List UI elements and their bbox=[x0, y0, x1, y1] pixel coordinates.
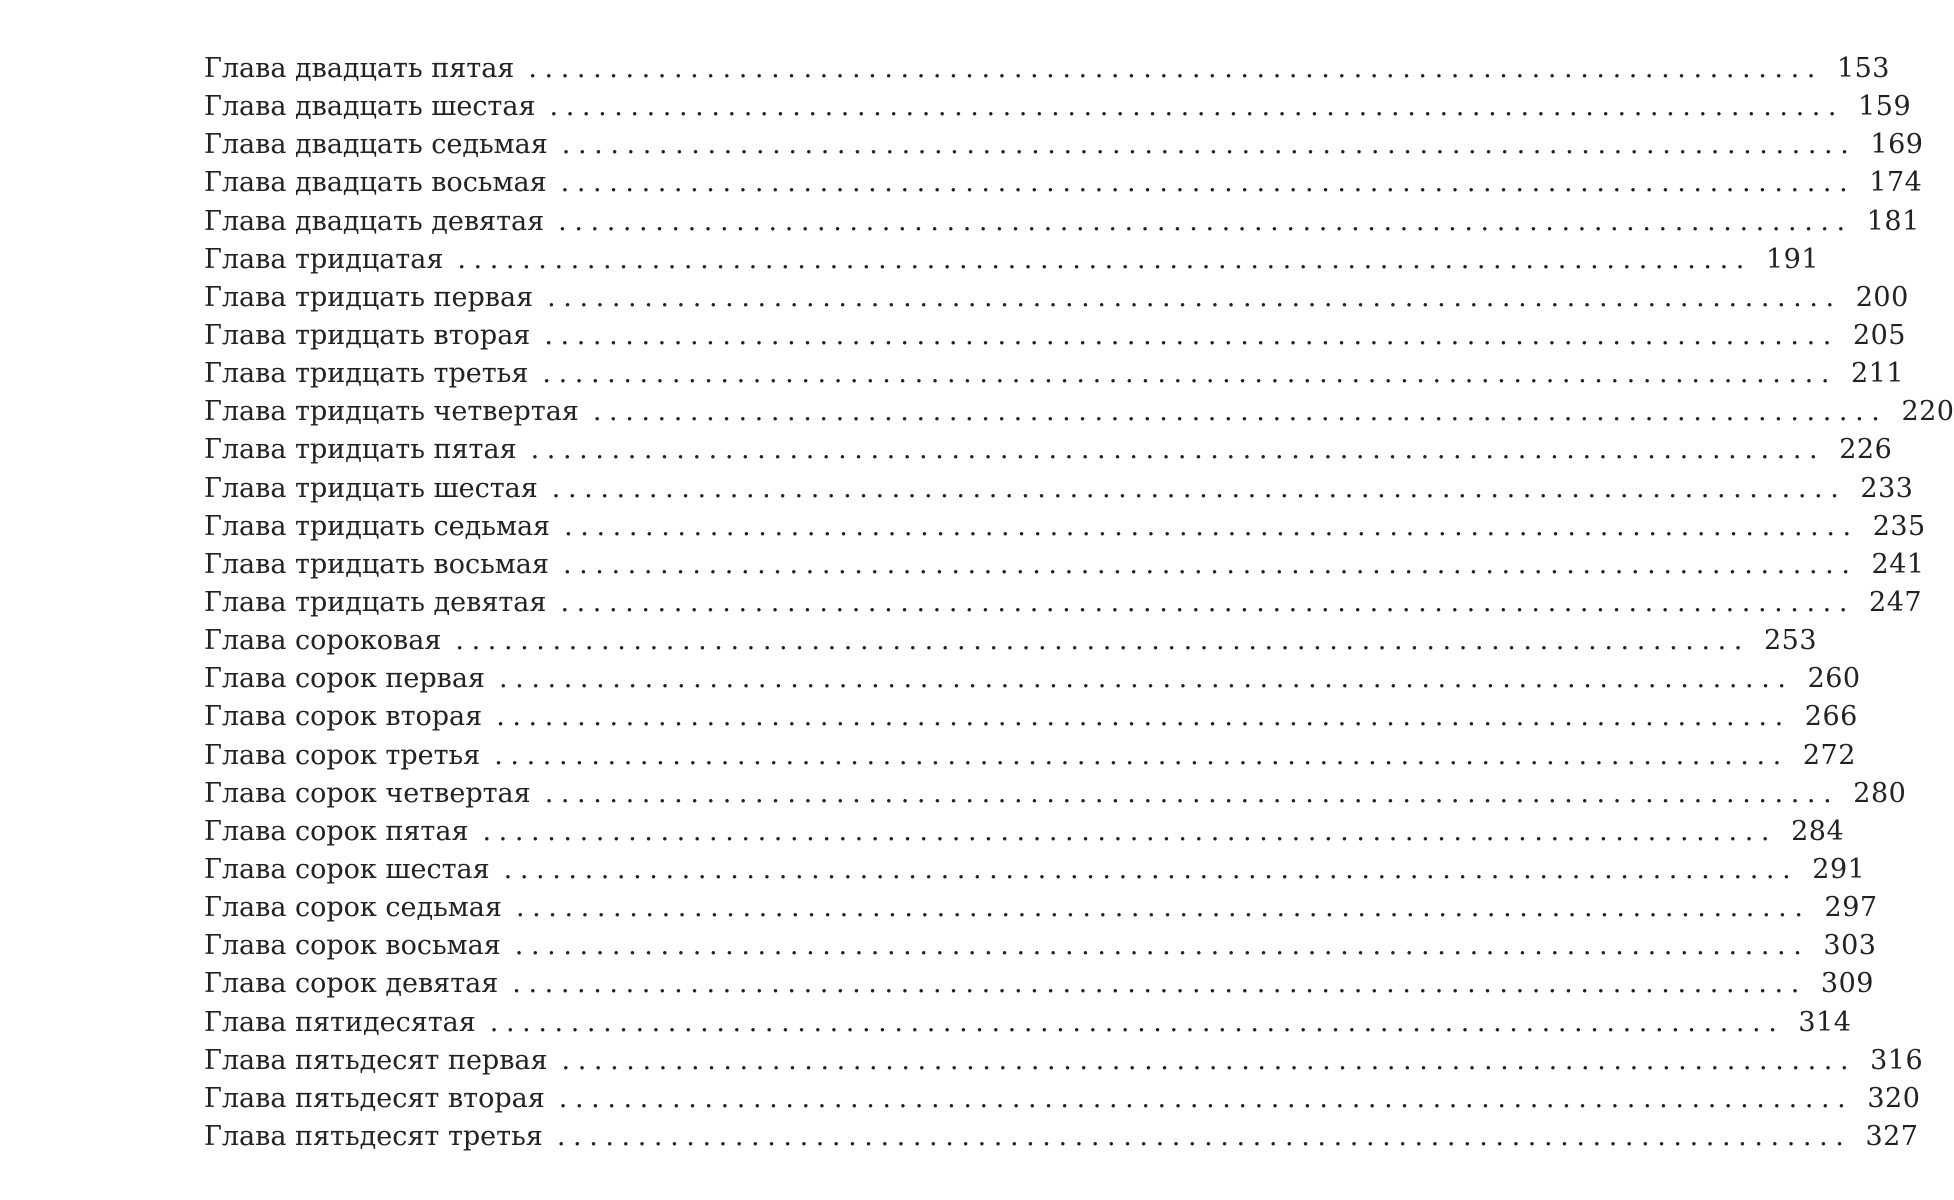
toc-entry-title: Глава сорок восьмая bbox=[204, 930, 501, 962]
toc-entry-title: Глава сорок девятая bbox=[204, 968, 499, 1000]
toc-dot-leader: ................................................................................ bbox=[560, 167, 1856, 199]
toc-entry[interactable] bbox=[204, 129, 1924, 167]
toc-entry-title: Глава тридцать пятая bbox=[204, 434, 517, 466]
toc-entry-title: Глава тридцать четвертая bbox=[204, 396, 579, 428]
toc-page-number: 314 bbox=[1798, 1006, 1852, 1038]
toc-page-number: 233 bbox=[1860, 472, 1914, 504]
toc-entry-title: Глава пятидесятая bbox=[204, 1006, 476, 1038]
toc-page-number: 327 bbox=[1865, 1120, 1919, 1152]
toc-entry[interactable] bbox=[204, 91, 1912, 129]
toc-dot-leader: ................................................................................ bbox=[544, 319, 1839, 351]
toc-entry-title: Глава двадцать девятая bbox=[204, 205, 545, 237]
toc-entry-title: Глава тридцать вторая bbox=[204, 319, 531, 351]
toc-entry[interactable] bbox=[204, 930, 1877, 968]
toc-entry[interactable] bbox=[204, 701, 1858, 739]
toc-entry-title: Глава тридцать шестая bbox=[204, 472, 538, 504]
toc-dot-leader: ................................................................................ bbox=[503, 853, 1799, 885]
toc-entry-title: Глава сорок шестая bbox=[204, 853, 490, 885]
toc-dot-leader: ................................................................................ bbox=[549, 91, 1845, 123]
toc-page-number: 159 bbox=[1858, 91, 1912, 123]
toc-entry-title: Глава тридцатая bbox=[204, 243, 444, 275]
toc-dot-leader: ................................................................................ bbox=[564, 510, 1859, 542]
toc-entry[interactable] bbox=[204, 53, 1890, 91]
toc-dot-leader: ................................................................................ bbox=[482, 815, 1778, 847]
toc-entry-title: Глава сорок седьмая bbox=[204, 892, 502, 924]
toc-entry-title: Глава пятьдесят первая bbox=[204, 1044, 548, 1076]
toc-entry[interactable] bbox=[204, 472, 1914, 511]
toc-entry-title: Глава тридцать седьмая bbox=[204, 510, 551, 542]
toc-dot-leader: ................................................................................ bbox=[530, 434, 1826, 466]
toc-entry[interactable] bbox=[204, 1006, 1852, 1045]
toc-entry[interactable] bbox=[204, 319, 1906, 358]
toc-entry-title: Глава двадцать восьмая bbox=[204, 167, 547, 199]
toc-dot-leader: ................................................................................ bbox=[457, 243, 1752, 275]
toc-entry-title: Глава пятьдесят вторая bbox=[204, 1082, 545, 1114]
toc-page-number: 241 bbox=[1871, 548, 1925, 580]
toc-page-number: 247 bbox=[1869, 586, 1923, 618]
toc-entry-title: Глава сорок вторая bbox=[204, 701, 483, 733]
toc-page-number: 200 bbox=[1855, 281, 1909, 313]
toc-entry[interactable] bbox=[204, 853, 1866, 892]
toc-page-number: 320 bbox=[1867, 1082, 1921, 1114]
toc-entry-title: Глава сорок пятая bbox=[204, 815, 469, 847]
toc-dot-leader: ................................................................................ bbox=[514, 930, 1810, 962]
toc-entry-title: Глава сорок первая bbox=[204, 663, 485, 695]
toc-page-number: 284 bbox=[1791, 815, 1845, 847]
toc-dot-leader: ................................................................................ bbox=[489, 1006, 1785, 1038]
toc-entry-title: Глава двадцать пятая bbox=[204, 53, 515, 84]
toc-dot-leader: ................................................................................ bbox=[558, 205, 1853, 237]
toc-entry[interactable] bbox=[204, 243, 1820, 282]
toc-entry[interactable] bbox=[204, 739, 1856, 778]
toc-page-number: 235 bbox=[1872, 510, 1926, 542]
toc-dot-leader: ................................................................................ bbox=[515, 892, 1811, 924]
toc-entry[interactable] bbox=[204, 396, 1954, 434]
toc-page-number: 297 bbox=[1824, 892, 1878, 924]
toc-entry[interactable] bbox=[204, 358, 1905, 396]
toc-entry[interactable] bbox=[204, 205, 1920, 244]
toc-entry[interactable] bbox=[204, 510, 1926, 549]
toc-entry-title: Глава тридцать первая bbox=[204, 281, 534, 313]
toc-entry[interactable] bbox=[204, 968, 1874, 1006]
toc-entry[interactable] bbox=[204, 815, 1845, 854]
toc-entry-title: Глава тридцать третья bbox=[204, 358, 529, 390]
toc-entry[interactable] bbox=[204, 892, 1878, 930]
toc-dot-leader: ................................................................................ bbox=[560, 586, 1856, 618]
toc-entry[interactable] bbox=[204, 777, 1907, 816]
toc-dot-leader: ................................................................................ bbox=[561, 129, 1857, 161]
toc-dot-leader: ................................................................................ bbox=[544, 777, 1840, 809]
toc-dot-leader: ................................................................................ bbox=[494, 739, 1789, 771]
toc-page-number: 303 bbox=[1823, 930, 1877, 962]
toc-dot-leader: ................................................................................ bbox=[542, 358, 1838, 390]
toc-page-number: 291 bbox=[1812, 853, 1866, 885]
toc-page-number: 260 bbox=[1807, 663, 1861, 695]
toc-entry[interactable] bbox=[204, 281, 1909, 320]
toc-page-number: 220 bbox=[1901, 396, 1954, 428]
toc-dot-leader: ................................................................................ bbox=[592, 396, 1888, 428]
toc-dot-leader: ................................................................................ bbox=[547, 281, 1842, 313]
toc-page-number: 169 bbox=[1870, 129, 1924, 161]
toc-entry-title: Глава тридцать девятая bbox=[204, 586, 547, 618]
toc-dot-leader: ................................................................................ bbox=[561, 1044, 1857, 1076]
toc-page-number: 266 bbox=[1804, 701, 1858, 733]
toc-page-number: 226 bbox=[1839, 434, 1893, 466]
toc-dot-leader: ................................................................................ bbox=[558, 1082, 1854, 1114]
toc-dot-leader: ................................................................................ bbox=[512, 968, 1807, 1000]
toc-dot-leader: ................................................................................ bbox=[562, 548, 1858, 580]
toc-entry[interactable] bbox=[204, 1120, 1919, 1159]
toc-entry-title: Глава пятьдесят третья bbox=[204, 1120, 543, 1152]
toc-entry-title: Глава сорок четвертая bbox=[204, 777, 531, 809]
toc-dot-leader: ................................................................................ bbox=[496, 701, 1791, 733]
toc-page-number: 272 bbox=[1802, 739, 1856, 771]
toc-page-number: 205 bbox=[1852, 319, 1906, 351]
toc-page-number: 253 bbox=[1764, 625, 1818, 657]
toc-entry[interactable] bbox=[204, 1044, 1924, 1083]
toc-entry[interactable] bbox=[204, 663, 1861, 701]
toc-dot-leader: ................................................................................ bbox=[455, 625, 1750, 657]
toc-page-number: 174 bbox=[1869, 167, 1923, 199]
toc-entry-title: Глава сороковая bbox=[204, 625, 442, 657]
toc-dot-leader: ................................................................................ bbox=[556, 1120, 1852, 1152]
toc-page-number: 191 bbox=[1765, 243, 1820, 275]
toc-entry-title: Глава сорок третья bbox=[204, 739, 481, 771]
toc-dot-leader: ................................................................................ bbox=[498, 663, 1794, 695]
toc-page-number: 153 bbox=[1836, 53, 1890, 84]
toc-entry[interactable] bbox=[204, 548, 1925, 587]
toc-page-number: 316 bbox=[1870, 1044, 1924, 1076]
toc-entry[interactable] bbox=[204, 586, 1923, 625]
toc-page-number: 211 bbox=[1851, 358, 1905, 390]
toc-dot-leader: ................................................................................ bbox=[551, 472, 1847, 504]
toc-entry[interactable] bbox=[204, 434, 1893, 472]
toc-entry-title: Глава двадцать седьмая bbox=[204, 129, 548, 161]
toc-dot-leader: ................................................................................ bbox=[528, 53, 1823, 84]
toc-page-number: 309 bbox=[1820, 968, 1874, 1000]
toc-page-number: 280 bbox=[1853, 777, 1907, 809]
toc-page-number: 181 bbox=[1866, 205, 1920, 237]
table-of-contents bbox=[204, 53, 1954, 1159]
toc-entry[interactable] bbox=[204, 1082, 1921, 1121]
toc-entry[interactable] bbox=[204, 167, 1923, 205]
toc-entry-title: Глава двадцать шестая bbox=[204, 91, 536, 123]
toc-entry[interactable] bbox=[204, 625, 1818, 663]
toc-entry-title: Глава тридцать восьмая bbox=[204, 548, 549, 580]
